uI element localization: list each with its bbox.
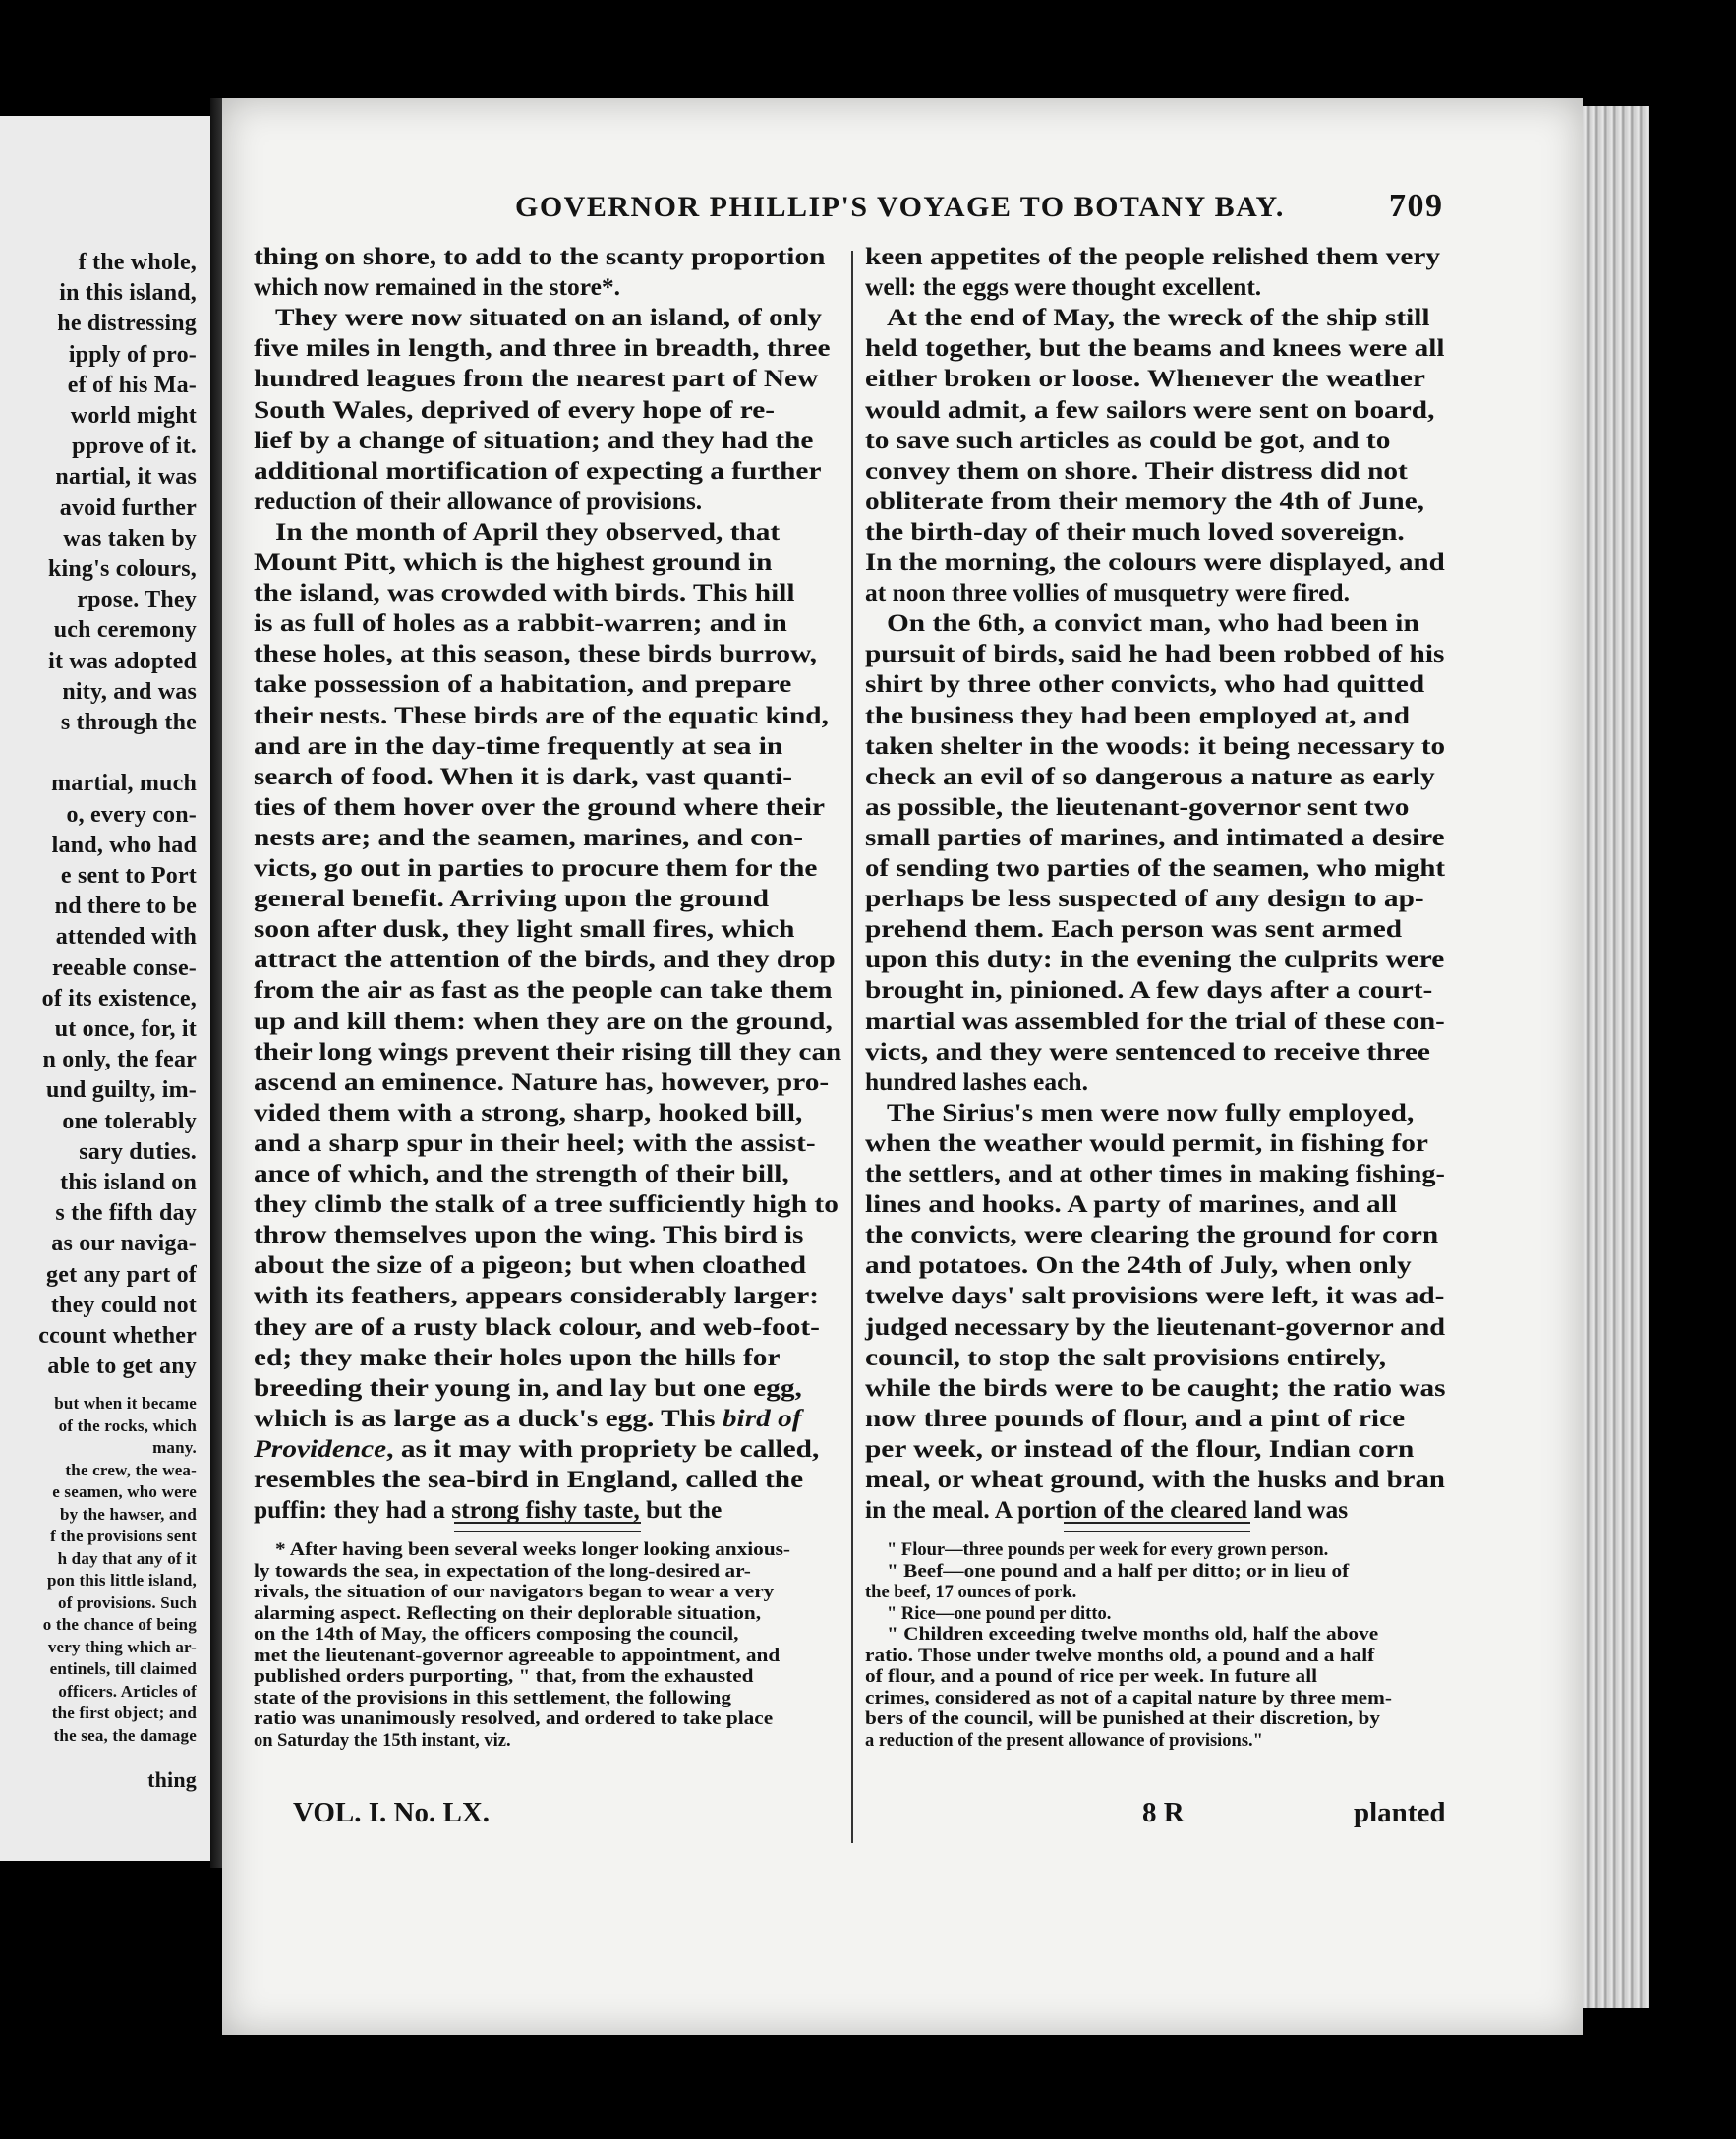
fragment-line: as our naviga-: [51, 1231, 197, 1257]
fragment-line-small: the first object; and: [51, 1704, 197, 1722]
fragment-line: attended with: [55, 924, 197, 951]
fragment-line: n only, the fear: [42, 1047, 197, 1073]
fragment-line-small: thing: [147, 1767, 197, 1792]
fragment-line: get any part of: [46, 1261, 197, 1288]
text-line: is as full of holes as a rabbit-warren; and in: [254, 608, 787, 638]
text-line: of sending two parties of the seamen, who might: [865, 853, 1446, 882]
fragment-line: in this island,: [59, 280, 197, 307]
text-line: prehend them. Each person was sent armed: [865, 914, 1403, 944]
fragment-line-small: the crew, the wea-: [65, 1460, 197, 1479]
fragment-line: martial, much: [51, 771, 197, 797]
fragment-line: was taken by: [63, 525, 197, 551]
fragment-line: f the whole,: [78, 250, 197, 275]
text-line: South Wales, deprived of every hope of re-: [254, 394, 776, 424]
fragment-line-small: officers. Articles of: [58, 1681, 197, 1701]
text-line: hundred leagues from the nearest part of New: [254, 364, 819, 393]
text-line: perhaps be less suspected of any design to ap-: [865, 884, 1424, 913]
text-line: now three pounds of flour, and a pint of rice: [865, 1403, 1406, 1432]
text-line: and are in the day-time frequently at sea in: [254, 730, 783, 760]
fragment-line: rpose. They: [77, 587, 197, 613]
text-line: published orders purporting, " that, from the exhausted: [254, 1667, 754, 1687]
text-line: and potatoes. On the 24th of July, when only: [865, 1250, 1412, 1280]
text-line: They were now situated on an island, of only: [275, 303, 822, 332]
text-line: The Sirius's men were now fully employed,: [887, 1097, 1415, 1127]
text-line: At the end of May, the wreck of the ship still: [887, 303, 1430, 332]
text-line: with its feathers, appears considerably larger:: [254, 1281, 820, 1310]
page-edges: [1573, 106, 1649, 2008]
text-line: on the 14th of May, the officers composing the council,: [254, 1625, 739, 1645]
left-page-fragment: [0, 116, 210, 1861]
text-line: upon this duty: in the evening the culprits were: [865, 945, 1445, 974]
fragment-line-small: entinels, till claimed: [49, 1659, 197, 1678]
fragment-line: avoid further: [59, 494, 197, 521]
text-line: ascend an eminence. Nature has, however, pro-: [254, 1067, 830, 1096]
text-line: thing on shore, to add to the scanty proportion: [254, 242, 826, 270]
footnote-rule-left: [454, 1522, 641, 1532]
text-line: the beef, 17 ounces of pork.: [865, 1583, 1077, 1602]
fragment-line-small: of provisions. Such: [58, 1592, 197, 1612]
italic-phrase: bird of: [722, 1403, 802, 1432]
text-line: from the air as fast as the people can take them: [254, 975, 833, 1005]
fragment-line: it was adopted: [48, 648, 197, 674]
text-line: On the 6th, a convict man, who had been in: [887, 608, 1419, 638]
text-line: " Children exceeding twelve months old, half the above: [887, 1625, 1379, 1645]
text-line: five miles in length, and three in breadth, three: [254, 333, 831, 363]
text-line: at noon three vollies of musquetry were fired.: [865, 578, 1350, 607]
text-line: twelve days' salt provisions were left, it was ad-: [865, 1281, 1445, 1310]
text-line: their long wings prevent their rising till they can: [254, 1036, 842, 1066]
fragment-line: uch ceremony: [53, 617, 197, 644]
text-line: victs, go out in parties to procure them for the: [254, 853, 818, 882]
fragment-line-small: h day that any of it: [57, 1548, 197, 1568]
book-gutter: [210, 98, 222, 1868]
italic-phrase: Providence: [254, 1433, 387, 1463]
text-line: council, to stop the salt provisions entirely,: [865, 1342, 1387, 1371]
text-line: martial was assembled for the trial of these con-: [865, 1006, 1445, 1035]
fragment-line: able to get any: [47, 1354, 197, 1380]
text-line: the island, was crowded with birds. This hill: [254, 578, 795, 607]
fragment-line-small: by the hawser, and: [59, 1504, 197, 1524]
fragment-line: s the fifth day: [55, 1200, 197, 1227]
fragment-line: ccount whether: [38, 1323, 197, 1349]
text-line: when the weather would permit, in fishing for: [865, 1127, 1428, 1157]
text-line: reduction of their allowance of provisions.: [254, 486, 703, 515]
column-divider: [851, 251, 853, 1843]
fragment-line-small: f the provisions sent: [50, 1527, 197, 1545]
fragment-line: nity, and was: [62, 678, 197, 705]
text-line: met the lieutenant-governor agreeable to appointment, and: [254, 1646, 781, 1666]
fragment-line-small: e seamen, who were: [52, 1482, 197, 1501]
text-line: " Rice—one pound per ditto.: [887, 1603, 1112, 1624]
text-line: a reduction of the present allowance of provisions.": [865, 1730, 1263, 1751]
text-line: on Saturday the 15th instant, viz.: [254, 1730, 511, 1751]
fragment-line: s through the: [60, 710, 197, 735]
fragment-line: ipply of pro-: [68, 341, 197, 368]
text-line: per week, or instead of the flour, Indian corn: [865, 1433, 1415, 1463]
text-line: obliterate from their memory the 4th of June,: [865, 486, 1424, 515]
running-head-title: GOVERNOR PHILLIP'S VOYAGE TO BOTANY BAY.: [515, 191, 1285, 223]
fragment-line: this island on: [60, 1170, 197, 1195]
text-line: held together, but the beams and knees were all: [865, 333, 1445, 363]
text-line: the business they had been employed at, and: [865, 700, 1411, 729]
text-line: convey them on shore. Their distress did not: [865, 455, 1408, 485]
text-line: soon after dusk, they light small fires, which: [254, 914, 795, 944]
fragment-line: und guilty, im-: [45, 1077, 197, 1104]
text-line: check an evil of so dangerous a nature as early: [865, 761, 1435, 790]
fragment-line-small: o the chance of being: [42, 1615, 197, 1634]
volume-number: VOL. I. No. LX.: [293, 1797, 491, 1828]
text-line: in the meal. A portion of the cleared land was: [865, 1495, 1349, 1525]
page-number: 709: [1389, 188, 1444, 224]
text-line: throw themselves upon the wing. This bird is: [254, 1220, 804, 1249]
text-line: ed; they make their holes upon the hills for: [254, 1342, 781, 1371]
text-line: ratio. Those under twelve months old, a pound and a half: [865, 1646, 1375, 1666]
text-line: " Flour—three pounds per week for every grown person.: [887, 1540, 1329, 1560]
text-line: brought in, pinioned. A few days after a court-: [865, 975, 1433, 1005]
fragment-line: of its existence,: [41, 985, 197, 1012]
fragment-line: sary duties.: [79, 1138, 197, 1165]
fragment-line: nd there to be: [54, 894, 197, 920]
text-line: " Beef—one pound and a half per ditto; or in lieu of: [887, 1561, 1350, 1582]
text-line: Mount Pitt, which is the highest ground in: [254, 548, 773, 576]
text-line: lines and hooks. A party of marines, and all: [865, 1189, 1398, 1219]
text-line: the birth-day of their much loved sovereign.: [865, 516, 1405, 546]
text-line: ratio was unanimously resolved, and ordered to take place: [254, 1709, 774, 1729]
text-line: either broken or loose. Whenever the weather: [865, 364, 1425, 393]
text-line: Providence, as it may with propriety be called,: [254, 1433, 820, 1463]
text-line: their nests. These birds are of the equatic kind,: [254, 700, 829, 729]
fragment-line: e sent to Port: [60, 863, 197, 889]
text-line: which is as large as a duck's egg. This bird of: [254, 1403, 802, 1432]
text-line: taken shelter in the woods: it being necessary to: [865, 730, 1446, 760]
text-line: these holes, at this season, these birds burrow,: [254, 639, 817, 668]
sheet-signature: 8 R: [1142, 1797, 1185, 1828]
fragment-line: o, every con-: [66, 801, 197, 828]
fragment-line: they could not: [50, 1292, 197, 1318]
text-line: hundred lashes each.: [865, 1067, 1088, 1096]
text-line: ties of them hover over the ground where their: [254, 791, 826, 821]
text-line: as possible, the lieutenant-governor sent two: [865, 791, 1410, 821]
text-line: puffin: they had a strong fishy taste, but the: [254, 1495, 723, 1525]
text-line: to save such articles as could be got, and to: [865, 425, 1391, 454]
fragment-line-small: the sea, the damage: [53, 1725, 197, 1745]
text-line: ly towards the sea, in expectation of the long-desired ar-: [254, 1561, 751, 1582]
text-line: In the month of April they observed, that: [275, 516, 781, 546]
fragment-line: ut once, for, it: [54, 1016, 197, 1042]
fragment-line: nartial, it was: [55, 464, 197, 491]
text-line: the settlers, and at other times in making fishing-: [865, 1159, 1445, 1187]
text-line: lief by a change of situation; and they had the: [254, 425, 814, 454]
text-line: pursuit of birds, said he had been robbed of his: [865, 639, 1445, 668]
fragment-line: ef of his Ma-: [67, 372, 197, 398]
text-line: vided them with a strong, sharp, hooked bill,: [254, 1097, 803, 1127]
text-line: which now remained in the store*.: [254, 272, 621, 302]
text-line: breeding their young in, and lay but one egg,: [254, 1372, 802, 1402]
text-line: up and kill them: when they are on the ground,: [254, 1006, 833, 1035]
text-line: while the birds were to be caught; the ratio was: [865, 1372, 1446, 1402]
text-line: alarming aspect. Reflecting on their deplorable situation,: [254, 1603, 762, 1624]
text-line: keen appetites of the people relished them very: [865, 242, 1441, 270]
text-line: In the morning, the colours were displayed, and: [865, 548, 1445, 576]
fragment-line-small: very thing which ar-: [47, 1637, 197, 1656]
text-line: of flour, and a pound of rice per week. In future all: [865, 1667, 1318, 1687]
text-line: shirt by three other convicts, who had quitted: [865, 669, 1425, 699]
text-line: attract the attention of the birds, and they drop: [254, 945, 836, 974]
text-line: rivals, the situation of our navigators began to wear a very: [254, 1583, 775, 1602]
text-line: and a sharp spur in their heel; with the assist-: [254, 1127, 816, 1157]
text-line: would admit, a few sailors were sent on board,: [865, 394, 1435, 424]
text-line: resembles the sea-bird in England, called the: [254, 1465, 804, 1493]
text-line: take possession of a habitation, and prepare: [254, 669, 792, 699]
text-line: about the size of a pigeon; but when cloathed: [254, 1250, 807, 1280]
text-line: state of the provisions in this settlement, the following: [254, 1688, 731, 1708]
text-line: nests are; and the seamen, marines, and con-: [254, 822, 804, 851]
text-line: the convicts, were clearing the ground for corn: [865, 1220, 1439, 1249]
fragment-line: pprove of it.: [72, 434, 197, 460]
text-line: they are of a rusty black colour, and web-foot-: [254, 1311, 820, 1341]
text-line: ance of which, and the strength of their bill,: [254, 1159, 789, 1187]
text-line: well: the eggs were thought excellent.: [865, 272, 1262, 302]
fragment-line-small: of the rocks, which: [58, 1416, 197, 1435]
text-line: crimes, considered as not of a capital nature by three mem-: [865, 1688, 1392, 1708]
text-line: meal, or wheat ground, with the husks and bran: [865, 1465, 1445, 1493]
fragment-line: one tolerably: [62, 1108, 197, 1134]
text-line: judged necessary by the lieutenant-governor and: [865, 1311, 1446, 1341]
text-line: victs, and they were sentenced to receive three: [865, 1036, 1430, 1066]
text-line: small parties of marines, and intimated a desire: [865, 822, 1445, 851]
fragment-line: king's colours,: [47, 556, 197, 582]
footnote-rule-right: [1064, 1522, 1250, 1532]
fragment-line-small: pon this little island,: [47, 1571, 197, 1590]
text-line: they climb the stalk of a tree sufficiently high to: [254, 1189, 839, 1219]
text-line: additional mortification of expecting a further: [254, 455, 822, 485]
catchword: planted: [1354, 1797, 1446, 1828]
text-line: search of food. When it is dark, vast quanti-: [254, 761, 793, 790]
fragment-line: he distressing: [57, 311, 197, 337]
fragment-line: world might: [70, 403, 197, 429]
fragment-line-small: many.: [152, 1438, 197, 1457]
fragment-line: reeable conse-: [52, 954, 197, 981]
text-line: general benefit. Arriving upon the ground: [254, 884, 770, 913]
fragment-line: land, who had: [51, 832, 197, 858]
text-line: bers of the council, will be punished at their discretion, by: [865, 1709, 1381, 1729]
fragment-line-small: but when it became: [54, 1394, 197, 1413]
text-line: * After having been several weeks longer looking anxious-: [275, 1540, 791, 1560]
